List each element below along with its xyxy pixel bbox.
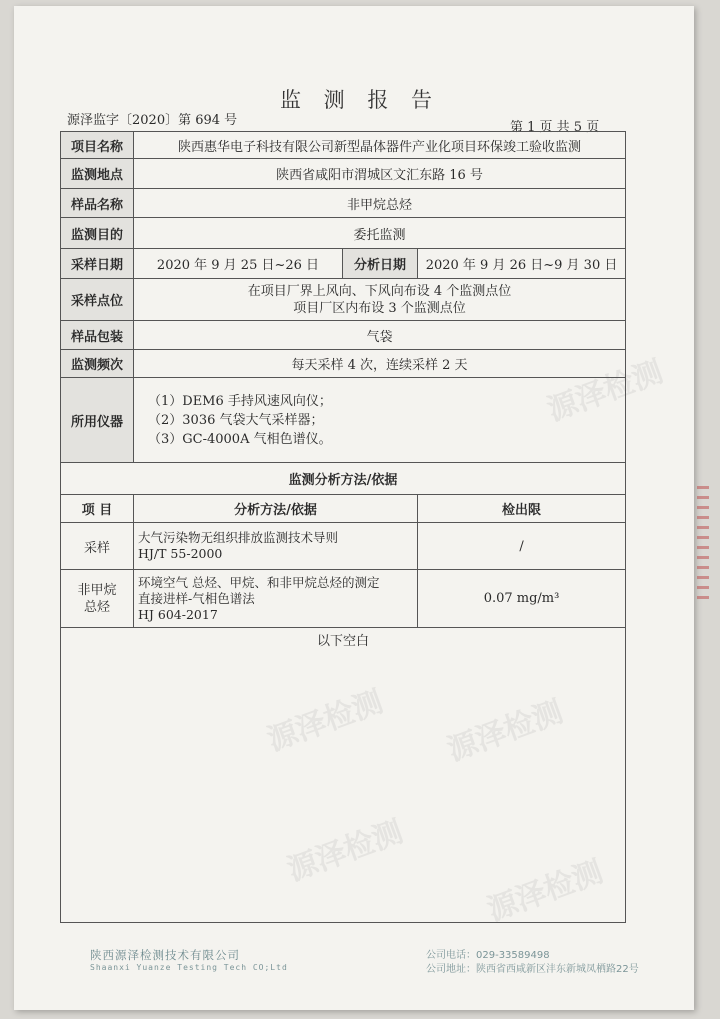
instruments-label: 所用仪器: [61, 378, 134, 463]
methods-header-method: 分析方法/依据: [134, 495, 418, 523]
analysis-date-label: 分析日期: [343, 249, 418, 279]
blank-area-row: [61, 628, 626, 923]
sampling-points-line: 在项目厂界上风向、下风向布设 4 个监测点位: [247, 283, 512, 299]
method-line: 直接进样-气相色谱法: [138, 590, 255, 606]
project-name-label: 项目名称: [61, 132, 134, 159]
row-sample-name: [61, 189, 626, 218]
project-name-value: 陕西惠华电子科技有限公司新型晶体器件产业化项目环保竣工验收监测: [134, 132, 626, 159]
method-item-line: 总烃: [83, 599, 110, 615]
watermark: 源泽检测: [482, 854, 608, 929]
sample-name-value: 非甲烷总烃: [134, 189, 626, 218]
frequency-label: 监测频次: [61, 350, 134, 378]
edge-seal-mark: [697, 486, 709, 606]
sampling-date-label: 采样日期: [61, 249, 134, 279]
methods-section-title: 监测分析方法/依据: [61, 463, 626, 495]
packaging-label: 样品包装: [61, 321, 134, 350]
method-line: 大气污染物无组织排放监测技术导则: [138, 530, 339, 545]
methods-header-item: 项 目: [61, 495, 134, 523]
sampling-points-label: 采样点位: [61, 279, 134, 321]
watermark: 源泽检测: [282, 814, 408, 889]
sampling-points-value: [134, 279, 626, 321]
instruments-value: [134, 378, 626, 463]
methods-header-limit: 检出限: [418, 495, 626, 523]
row-packaging: [61, 321, 626, 350]
purpose-value: 委托监测: [134, 218, 626, 249]
row-sampling-points: [61, 279, 626, 321]
watermark: 源泽检测: [262, 684, 388, 759]
method-item: [61, 570, 134, 628]
instrument-item: （3）GC-4000A 气相色谱仪。: [148, 431, 332, 447]
method-text: [134, 523, 418, 570]
report-table: [60, 131, 626, 923]
row-instruments: [61, 378, 626, 463]
method-text: [134, 570, 418, 628]
method-item: 采样: [61, 523, 134, 570]
method-row-nmhc: [61, 570, 626, 628]
footer-phone: 公司电话：029-33589498: [426, 950, 550, 961]
sample-name-label: 样品名称: [61, 189, 134, 218]
watermark: 源泽检测: [442, 694, 568, 769]
page-info: 第 1 页 共 5 页: [510, 120, 600, 135]
watermark: 源泽检测: [542, 354, 668, 429]
method-line: HJ/T 55-2000: [138, 546, 223, 561]
instrument-item: （1）DEM6 手持风速风向仪；: [148, 393, 332, 409]
packaging-value: 气袋: [134, 321, 626, 350]
method-row-sampling: [61, 523, 626, 570]
row-dates: [61, 249, 626, 279]
row-project-name: [61, 132, 626, 159]
purpose-label: 监测目的: [61, 218, 134, 249]
frequency-value: 每天采样 4 次，连续采样 2 天: [134, 350, 626, 378]
methods-header-row: [61, 495, 626, 523]
footer-company-cn: 陕西源泽检测技术有限公司: [90, 948, 240, 962]
method-line: HJ 604-2017: [138, 606, 218, 622]
sampling-points-line: 项目厂区内布设 3 个监测点位: [293, 300, 466, 316]
analysis-date-value: 2020 年 9 月 26 日~9 月 30 日: [418, 249, 626, 279]
instrument-item: （2）3036 气袋大气采样器；: [148, 412, 324, 428]
row-methods-title: [61, 463, 626, 495]
sampling-date-value: 2020 年 9 月 25 日~26 日: [134, 249, 343, 279]
method-line: 环境空气 总烃、甲烷、和非甲烷总烃的测定: [138, 574, 380, 590]
footer-company-en: Shaanxi Yuanze Testing Tech CO;Ltd: [90, 963, 288, 972]
method-item-line: 非甲烷: [77, 582, 117, 598]
method-limit: /: [418, 523, 626, 570]
row-frequency: [61, 350, 626, 378]
report-title: 监 测 报 告: [279, 88, 441, 112]
blank-note: 以下空白: [61, 628, 626, 923]
location-label: 监测地点: [61, 159, 134, 189]
row-purpose: [61, 218, 626, 249]
location-value: 陕西省咸阳市渭城区文汇东路 16 号: [134, 159, 626, 189]
method-limit: 0.07 mg/m³: [418, 570, 626, 628]
row-location: [61, 159, 626, 189]
footer-address: 公司地址：陕西省西咸新区沣东新城凤栖路22号: [426, 964, 639, 975]
footer-contact: [426, 949, 639, 977]
document-number: 源泽监字〔2020〕第 694 号: [67, 113, 238, 128]
